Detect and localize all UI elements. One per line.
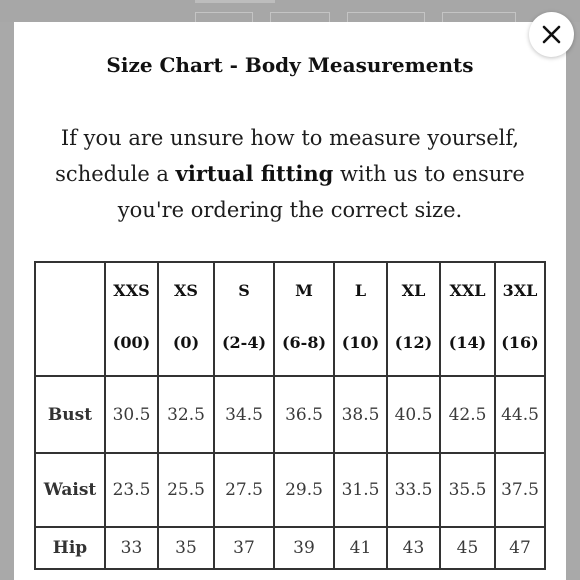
size-header — [274, 262, 334, 376]
size-code: S — [238, 281, 250, 300]
size-header — [440, 262, 495, 376]
table-row — [35, 527, 545, 569]
size-chart-table — [34, 261, 546, 570]
size-header — [105, 262, 158, 376]
size-header — [158, 262, 214, 376]
virtual-fitting-emphasis: virtual fitting — [175, 161, 334, 186]
size-header — [334, 262, 387, 376]
measurement-cell: 35 — [158, 527, 214, 569]
measurement-cell: 47 — [495, 527, 545, 569]
size-number: (6-8) — [281, 333, 327, 352]
size-code: XXS — [113, 281, 150, 300]
measurement-cell: 38.5 — [334, 376, 387, 453]
row-label-hip: Hip — [35, 527, 105, 569]
measurement-cell: 32.5 — [158, 376, 214, 453]
measurement-cell: 36.5 — [274, 376, 334, 453]
background-bar — [195, 0, 275, 3]
table-row — [35, 376, 545, 453]
measurement-cell: 40.5 — [387, 376, 440, 453]
page-backdrop — [0, 0, 580, 22]
modal-title: Size Chart - Body Measurements — [106, 53, 474, 77]
measurement-cell: 41 — [334, 527, 387, 569]
size-code: XXL — [449, 281, 486, 300]
size-header — [214, 262, 274, 376]
measurement-cell: 45 — [440, 527, 495, 569]
table-row — [35, 453, 545, 527]
size-number: (16) — [501, 333, 539, 352]
size-code: L — [354, 281, 367, 300]
size-code: 3XL — [502, 281, 538, 300]
corner-cell — [35, 262, 105, 376]
measurement-cell: 23.5 — [105, 453, 158, 527]
measurement-cell: 37.5 — [495, 453, 545, 527]
size-header — [387, 262, 440, 376]
size-code: XL — [401, 281, 426, 300]
measurement-cell: 35.5 — [440, 453, 495, 527]
size-number: (12) — [394, 333, 433, 352]
intro-text — [14, 120, 566, 228]
measurement-cell: 34.5 — [214, 376, 274, 453]
row-label-bust: Bust — [35, 376, 105, 453]
measurement-cell: 39 — [274, 527, 334, 569]
intro-line-3: you're ordering the correct size. — [117, 198, 463, 222]
size-number: (00) — [112, 333, 151, 352]
measurement-cell: 33.5 — [387, 453, 440, 527]
measurement-cell: 43 — [387, 527, 440, 569]
row-label-waist: Waist — [35, 453, 105, 527]
measurement-cell: 31.5 — [334, 453, 387, 527]
intro-line-2 — [14, 156, 566, 192]
size-header — [495, 262, 545, 376]
close-icon — [542, 25, 561, 44]
size-code: XS — [174, 281, 198, 300]
size-number: (2-4) — [221, 333, 267, 352]
measurement-cell: 42.5 — [440, 376, 495, 453]
size-number: (14) — [448, 333, 487, 352]
size-number: (10) — [341, 333, 380, 352]
measurement-cell: 29.5 — [274, 453, 334, 527]
size-code: M — [295, 281, 313, 300]
measurement-cell: 25.5 — [158, 453, 214, 527]
measurement-cell: 27.5 — [214, 453, 274, 527]
intro-text-before: schedule a — [55, 162, 176, 186]
intro-line-1: If you are unsure how to measure yourself, — [60, 126, 520, 150]
intro-text-after: with us to ensure — [333, 162, 525, 186]
measurement-cell: 33 — [105, 527, 158, 569]
close-button[interactable] — [529, 12, 574, 57]
size-chart-modal — [14, 22, 566, 580]
measurement-cell: 30.5 — [105, 376, 158, 453]
measurement-cell: 37 — [214, 527, 274, 569]
measurement-cell: 44.5 — [495, 376, 545, 453]
size-number: (0) — [172, 333, 200, 352]
